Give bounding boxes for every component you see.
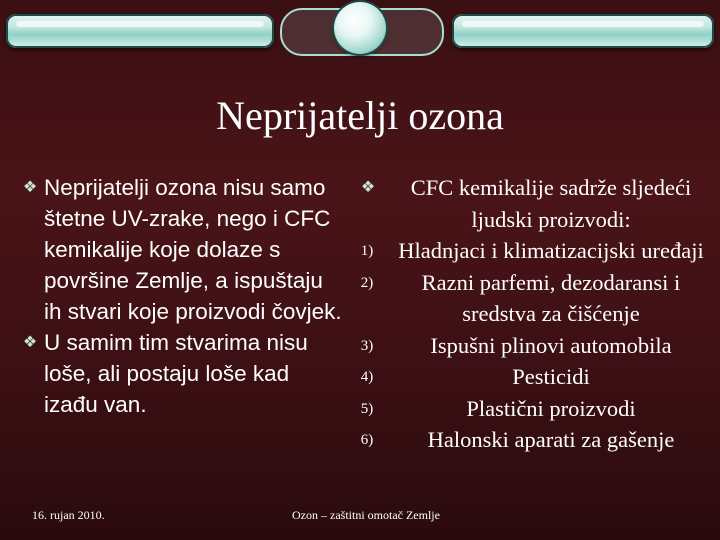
list-item-text: Pesticidi	[512, 364, 590, 389]
footer-title: Ozon – zaštitni omotač Zemlje	[292, 508, 440, 522]
list-item-text: Ispušni plinovi automobila	[430, 332, 672, 358]
header-orb	[334, 2, 386, 54]
list-number: 5)	[360, 400, 374, 417]
checkmark-v-bullet-icon: ❖	[22, 179, 38, 196]
left-bullet-text: U samim tim stvarima nisu loše, ali postaju loše kad izađu van.	[44, 330, 308, 417]
right-intro-text: CFC kemikalije sadrže sljedeći ljudski proizvodi:	[410, 175, 692, 232]
list-number: 3)	[360, 337, 374, 354]
list-item	[355, 235, 705, 267]
checkmark-v-bullet-icon: ❖	[22, 334, 38, 351]
numbered-list	[355, 235, 705, 456]
checkmark-v-bullet-icon: ❖	[360, 179, 376, 196]
list-number: 1)	[360, 243, 374, 259]
header-bar-right	[452, 14, 714, 48]
list-item	[355, 361, 705, 393]
list-item-text: Razni parfemi, dezodaransi i sredstva za čišćenje	[421, 269, 681, 326]
decorative-header-band	[0, 0, 720, 62]
list-number: 6)	[360, 432, 374, 448]
header-bar-left	[6, 14, 274, 48]
list-number: 4)	[360, 369, 374, 385]
left-bullet-item	[20, 327, 345, 420]
list-item	[355, 330, 705, 362]
list-item-text: Halonski aparati za gašenje	[427, 427, 675, 452]
list-item-text: Hladnjaci i klimatizacijski uređaji	[398, 238, 704, 263]
list-item-text: Plastični proizvodi	[466, 395, 636, 421]
list-number: 2)	[360, 274, 374, 291]
left-bullet-item	[20, 172, 345, 327]
footer-date: 16. rujan 2010.	[32, 508, 105, 522]
left-column	[20, 172, 345, 420]
left-bullet-text: Neprijatelji ozona nisu samo štetne UV-zrake, nego i CFC kemikalije koje dolaze s površine Zemlje, a ispuštaju ih stvari koje proizvodi čovjek.	[44, 175, 342, 324]
list-item	[355, 267, 705, 330]
right-intro-bullet	[355, 172, 705, 235]
slide-title: Neprijatelji ozona	[216, 93, 504, 138]
list-item	[355, 393, 705, 425]
list-item	[355, 424, 705, 456]
right-column	[355, 172, 705, 456]
